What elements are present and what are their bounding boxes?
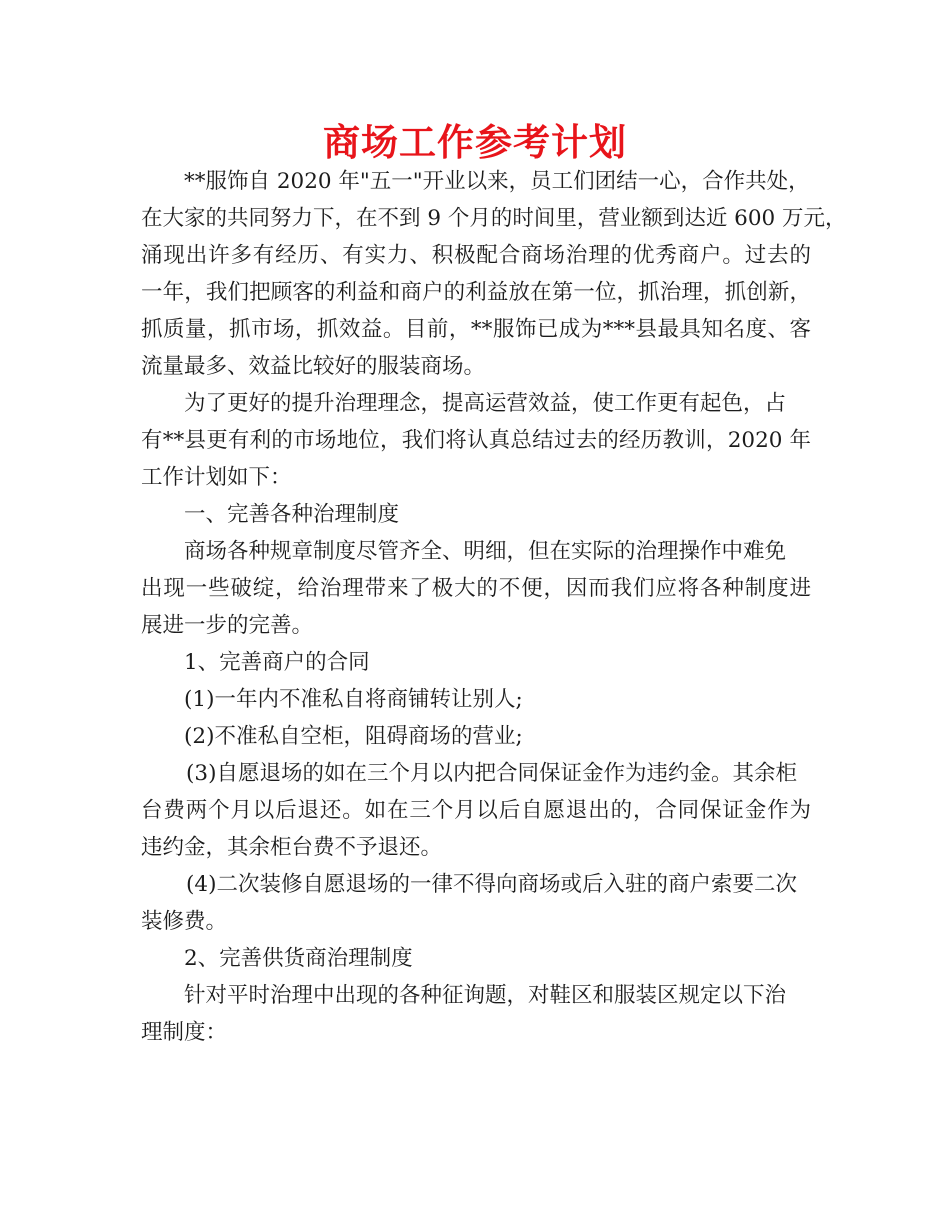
text-line: 流量最多、效益比较好的服装商场。 (141, 354, 486, 379)
page-title: 商场工作参考计划 (323, 121, 627, 164)
text-line: 台费两个月以后退还。如在三个月以后自愿退出的，合同保证金作为 (141, 798, 811, 823)
text-line: 装修费。 (141, 909, 228, 934)
section-heading: 一、完善各种治理制度 (184, 502, 400, 527)
text-line: 抓质量，抓市场，抓效益。目前，**服饰已成为***县最具知名度、客 (141, 317, 811, 342)
list-item: (1)一年内不准私自将商铺转让别人; (184, 687, 523, 712)
text-line: 出现一些破绽，给治理带来了极大的不便，因而我们应将各种制度进 (141, 576, 811, 601)
text-line: 涌现出许多有经历、有实力、积极配合商场治理的优秀商户。过去的 (141, 243, 811, 268)
text-line: 针对平时治理中出现的各种征询题，对鞋区和服装区规定以下治 (184, 983, 787, 1008)
list-item: (3)自愿退场的如在三个月以内把合同保证金作为违约金。其余柜 (186, 761, 797, 786)
subsection-heading: 1、完善商户的合同 (184, 650, 370, 675)
text-line: 理制度： (141, 1020, 228, 1045)
text-line: 工作计划如下： (141, 465, 292, 490)
text-line: 商场各种规章制度尽管齐全、明细，但在实际的治理操作中难免 (184, 539, 787, 564)
list-item: (2)不准私自空柜，阻碍商场的营业; (184, 724, 523, 749)
text-line: 为了更好的提升治理理念，提高运营效益，使工作更有起色，占 (184, 391, 787, 416)
subsection-heading: 2、完善供货商治理制度 (184, 946, 413, 971)
text-line: 违约金，其余柜台费不予退还。 (141, 835, 443, 860)
list-item: (4)二次装修自愿退场的一律不得向商场或后入驻的商户索要二次 (186, 872, 797, 897)
text-line: **服饰自 2020 年"五一"开业以来，员工们团结一心，合作共处， (184, 169, 810, 194)
text-line: 在大家的共同努力下，在不到 9 个月的时间里，营业额到达近 600 万元， (141, 206, 847, 231)
text-line: 一年，我们把顾客的利益和商户的利益放在第一位，抓治理，抓创新， (141, 280, 811, 305)
text-line: 展进一步的完善。 (141, 613, 314, 638)
text-line: 有**县更有利的市场地位，我们将认真总结过去的经历教训，2020 年 (141, 428, 811, 453)
